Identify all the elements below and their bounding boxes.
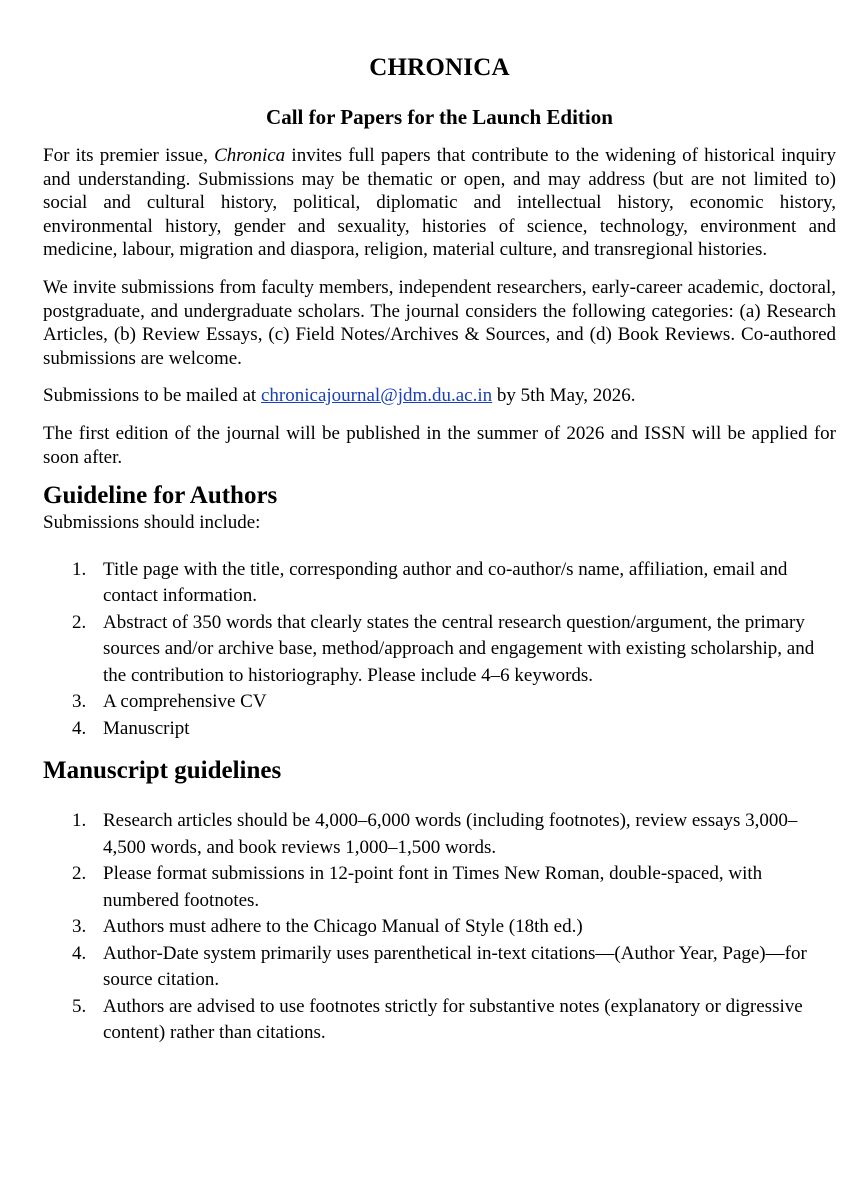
list-item-text: Authors are advised to use footnotes strictly for substantive notes (explanatory or digressive content) rather than citations. xyxy=(103,995,803,1044)
list-item xyxy=(43,941,836,994)
list-item-text: Title page with the title, corresponding author and co-author/s name, affiliation, email and contact information. xyxy=(103,558,788,607)
journal-name-italic: Chronica xyxy=(214,145,286,166)
intro-paragraph-submission xyxy=(43,384,836,408)
list-item-number: 1. xyxy=(72,558,87,580)
intro-paragraph-publication: The first edition of the journal will be published in the summer of 2026 and ISSN will be applied for soon after. xyxy=(43,422,836,468)
intro-paragraph-eligibility: We invite submissions from faculty members, independent researchers, early-career academic, doctoral, postgraduate, and undergraduate scholars. The journal considers the following categories: (a) Research Articles, (b) Review Essays, (c) Field Notes/Archives & Sources, and (d) Book Reviews. Co-authored submissions are welcome. xyxy=(43,276,836,369)
list-item xyxy=(43,716,836,743)
list-item-number: 4. xyxy=(72,942,87,964)
list-item xyxy=(43,861,836,914)
list-item-text: Research articles should be 4,000–6,000 words (including footnotes), review essays 3,000–4,500 words, and book reviews 1,000–1,500 words. xyxy=(103,810,798,858)
submission-email-link[interactable]: chronicajournal@jdm.du.ac.in xyxy=(260,385,493,407)
list-item-number: 3. xyxy=(72,916,87,938)
intro-p1-before: For its premier issue, xyxy=(43,145,215,166)
list-item-text: Manuscript xyxy=(103,717,190,739)
list-item xyxy=(43,914,836,941)
intro-paragraph-scope xyxy=(43,144,836,262)
authors-requirements-list xyxy=(43,557,836,743)
submission-deadline: by 5th May, 2026. xyxy=(492,385,636,407)
list-item-number: 2. xyxy=(72,863,87,885)
submission-before: Submissions to be mailed at xyxy=(43,385,261,407)
list-item-text: Abstract of 350 words that clearly states the central research question/argument, the primary sources and/or archive base, method/approach and engagement with existing scholarship, and the contribution to historiography. Please include 4–6 keywords. xyxy=(103,611,815,686)
call-for-papers-subtitle: Call for Papers for the Launch Edition xyxy=(266,105,613,129)
list-item xyxy=(43,557,836,610)
authors-guideline-heading: Guideline for Authors xyxy=(43,482,278,510)
list-item-text: Please format submissions in 12-point font in Times New Roman, double-spaced, with numbered footnotes. xyxy=(103,863,763,911)
manuscript-guideline-heading: Manuscript guidelines xyxy=(43,757,282,785)
list-item-number: 1. xyxy=(72,810,87,832)
manuscript-requirements-list xyxy=(43,808,836,1047)
list-item-text: A comprehensive CV xyxy=(103,691,267,713)
list-item-text: Authors must adhere to the Chicago Manual of Style (18th ed.) xyxy=(103,916,583,938)
list-item-text: Author-Date system primarily uses parenthetical in-text citations—(Author Year, Page)—for source citation. xyxy=(103,942,807,991)
intro-p1-after: invites full papers that contribute to the widening of historical inquiry and understanding. Submissions may be thematic or open, and may address (but are not limited to) social and cultural history, political, diplomatic and intellectual history, economic history, environmental history, gender and sexuality, histories of science, technology, environment and medicine, labour, migration and diaspora, religion, material culture, and transregional histories. xyxy=(43,145,836,261)
list-item xyxy=(43,610,836,690)
list-item-number: 5. xyxy=(72,995,87,1017)
list-item-number: 4. xyxy=(72,717,87,739)
journal-title: CHRONICA xyxy=(369,54,510,81)
list-item xyxy=(43,689,836,716)
list-item-number: 2. xyxy=(72,611,87,633)
list-item xyxy=(43,994,836,1047)
authors-list-intro: Submissions should include: xyxy=(43,512,261,534)
list-item-number: 3. xyxy=(72,691,87,713)
list-item xyxy=(43,808,836,861)
